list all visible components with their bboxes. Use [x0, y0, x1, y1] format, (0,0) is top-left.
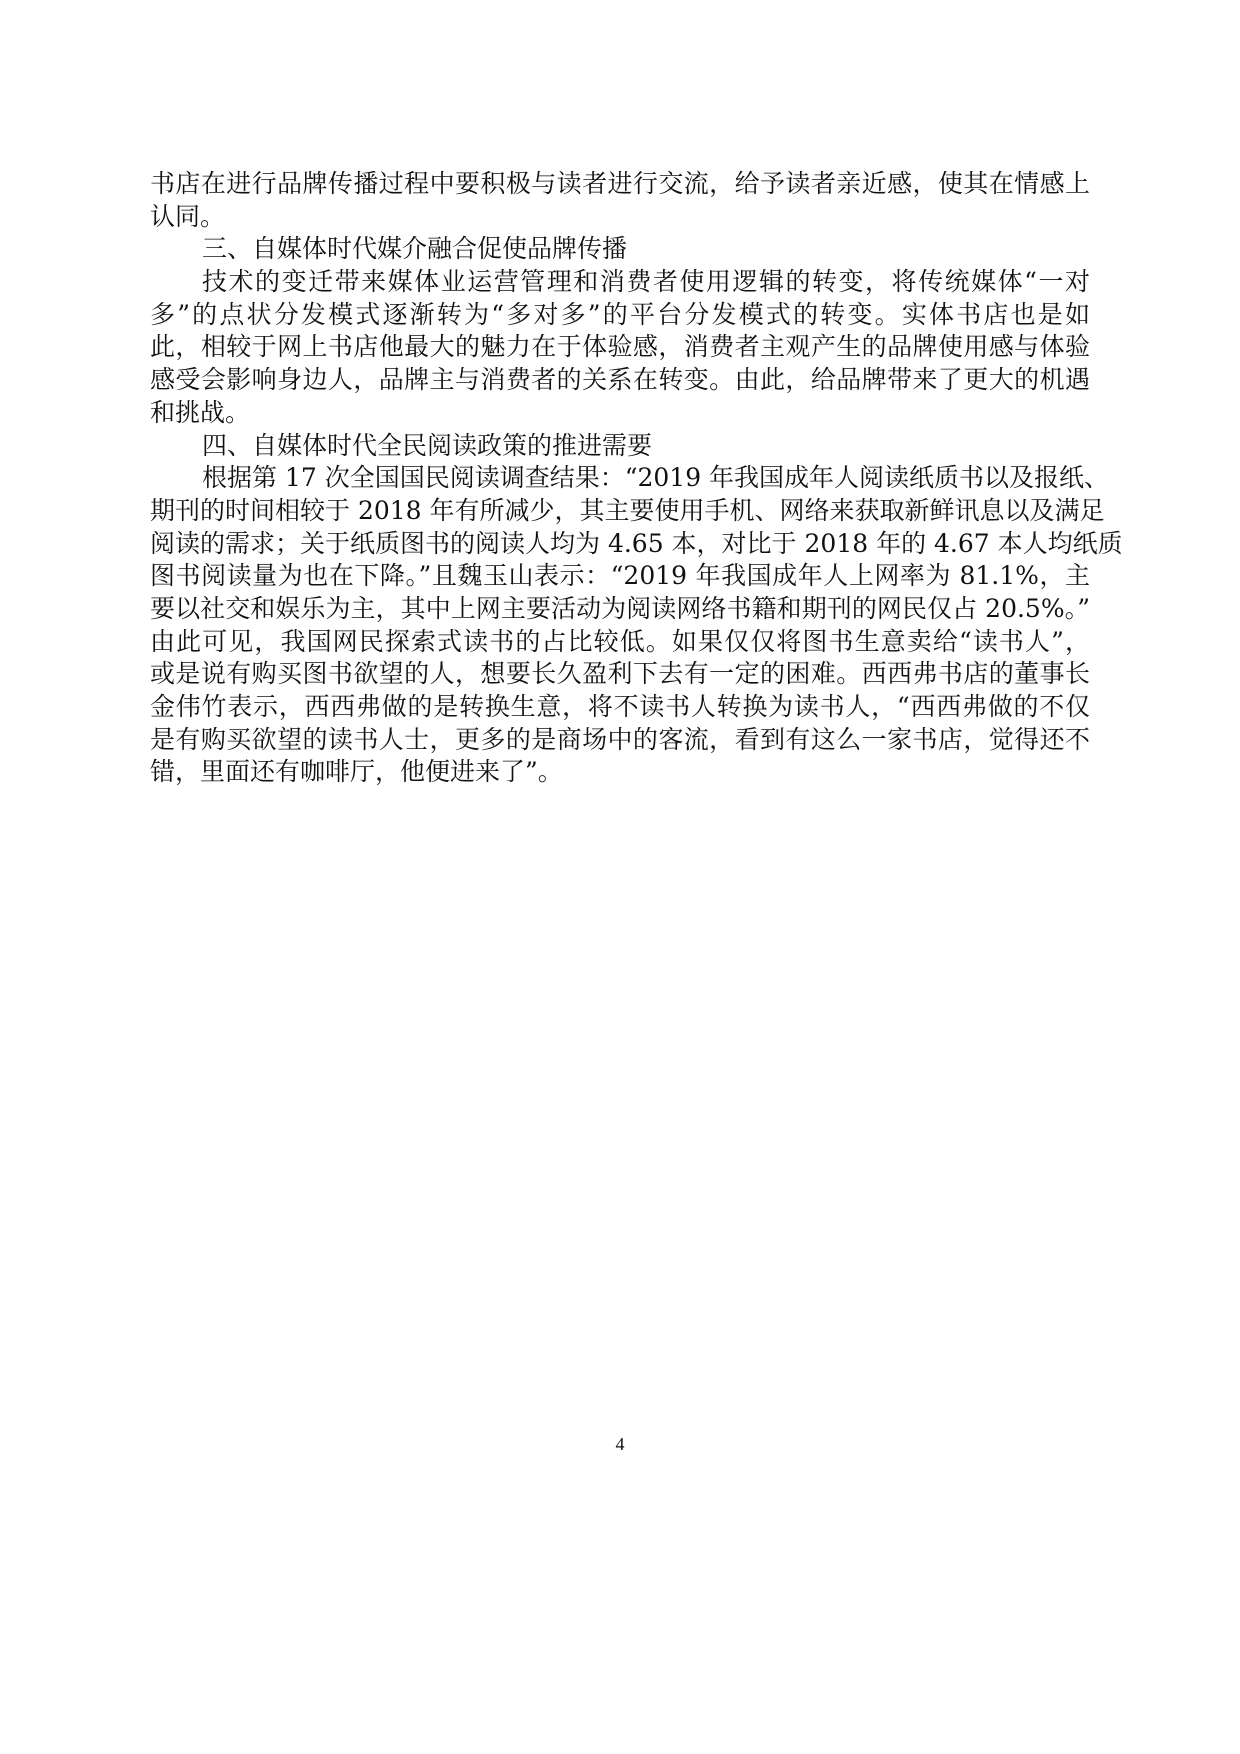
text-line: 技术的变迁带来媒体业运营管理和消费者使用逻辑的转变，将传统媒体“一对	[202, 267, 1090, 297]
text-line: 图书阅读量为也在下降。”且魏玉山表示：“2019 年我国成年人上网率为 81.1%，主	[150, 561, 1090, 591]
text-line: 由此可见，我国网民探索式读书的占比较低。如果仅仅将图书生意卖给“读书人”，	[150, 626, 1090, 656]
paragraph	[150, 266, 1090, 429]
text-line: 认同。	[150, 201, 226, 231]
page-number: 4	[615, 1434, 625, 1454]
paragraph	[150, 168, 1090, 233]
text-line: 错，里面还有咖啡厅，他便进来了”。	[150, 757, 563, 787]
text-line: 此，相较于网上书店他最大的魅力在于体验感，消费者主观产生的品牌使用感与体验	[150, 332, 1090, 362]
text-line: 多”的点状分发模式逐渐转为“多对多”的平台分发模式的转变。实体书店也是如	[150, 299, 1090, 329]
text-line: 要以社交和娱乐为主，其中上网主要活动为阅读网络书籍和期刊的网民仅占 20.5%。”	[150, 593, 1090, 623]
text-line: 阅读的需求；关于纸质图书的阅读人均为 4.65 本，对比于 2018 年的 4.67 本人均纸质	[150, 528, 1123, 558]
text-line: 期刊的时间相较于 2018 年有所减少，其主要使用手机、网络来获取新鲜讯息以及满足	[150, 495, 1105, 525]
text-line: 三、自媒体时代媒介融合促使品牌传播	[202, 234, 628, 264]
text-line: 根据第 17 次全国国民阅读调查结果：“2019 年我国成年人阅读纸质书以及报纸、	[202, 463, 1110, 493]
text-line: 感受会影响身边人，品牌主与消费者的关系在转变。由此，给品牌带来了更大的机遇	[150, 365, 1090, 395]
text-line: 或是说有购买图书欲望的人，想要长久盈利下去有一定的困难。西西弗书店的董事长	[150, 659, 1090, 689]
paragraph	[150, 462, 1123, 789]
section-heading	[150, 233, 1090, 266]
text-line: 金伟竹表示，西西弗做的是转换生意，将不读书人转换为读书人，“西西弗做的不仅	[150, 692, 1090, 721]
text-line: 是有购买欲望的读书人士，更多的是商场中的客流，看到有这么一家书店，觉得还不	[150, 724, 1090, 754]
section-heading	[150, 430, 1090, 463]
document-body	[150, 168, 1123, 789]
text-line: 和挑战。	[150, 397, 251, 427]
text-line: 书店在进行品牌传播过程中要积极与读者进行交流，给予读者亲近感，使其在情感上	[150, 169, 1090, 198]
text-line: 四、自媒体时代全民阅读政策的推进需要	[202, 430, 653, 460]
